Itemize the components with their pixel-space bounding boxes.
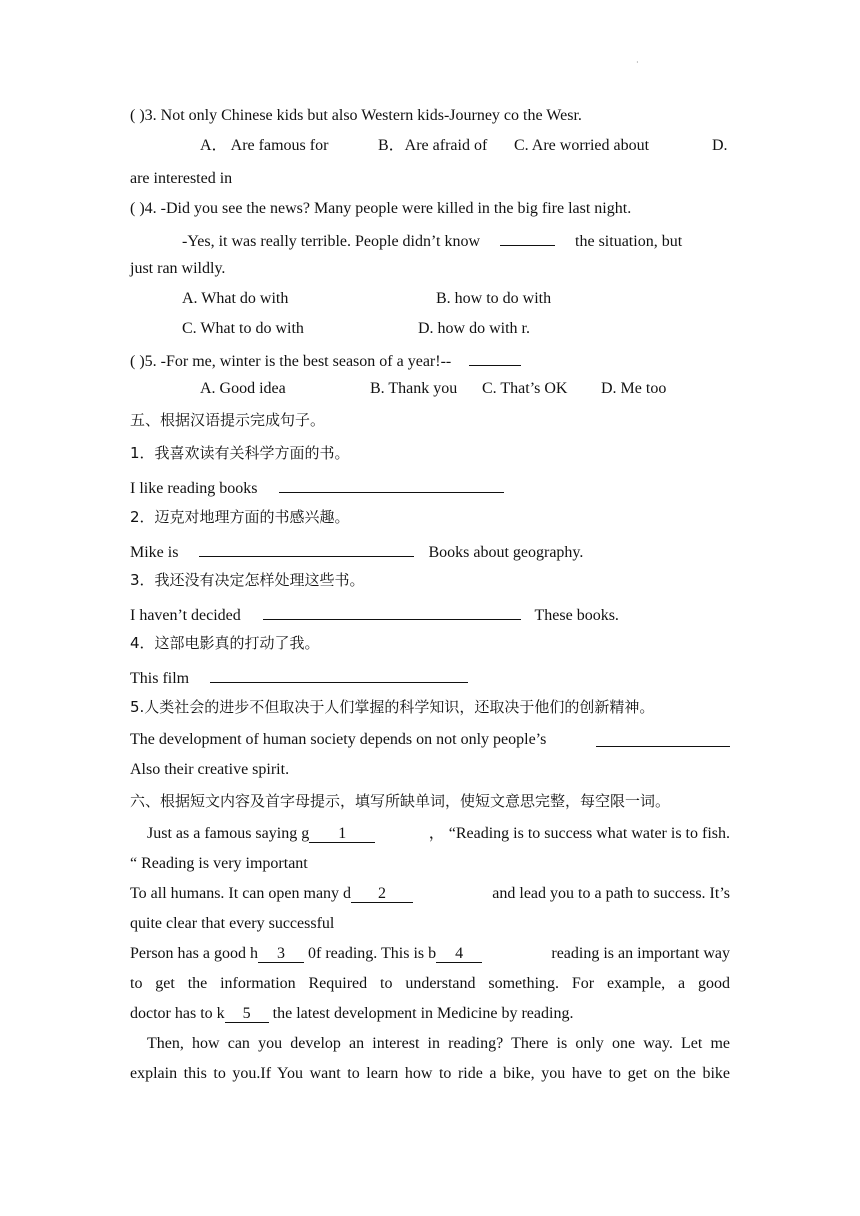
s5-item1-text-a: I like reading books [130, 480, 258, 497]
s6-p1-line6: to get the information Required to understand something. For example, a good [130, 975, 730, 992]
s6-p1-l7-text-b: the latest development in Medicine by reading. [268, 1005, 574, 1022]
s5-item5-text-a: The development of human society depends on not only people’s [130, 731, 547, 748]
q4-option-c: C. What to do with [182, 320, 304, 337]
s5-item3-text-a: I haven’t decided [130, 607, 241, 624]
s5-item3-cn: 3．我还没有决定怎样处理这些书。 [130, 571, 365, 589]
q4-option-d: D. how do with r. [418, 320, 530, 337]
s6-p1-l5-text-a: Person has a good h [130, 945, 258, 962]
s5-item2-cn: 2．迈克对地理方面的书感兴趣。 [130, 508, 350, 526]
q3-option-a: A． Are famous for [200, 137, 329, 154]
q5-answer-blank[interactable] [469, 349, 521, 366]
q3-option-c: C. Are worried about [514, 137, 650, 154]
s5-item4-text-a: This film [130, 670, 190, 687]
s6-p2-line1: Then, how can you develop an interest in reading? There is only one way. Let me [147, 1035, 730, 1052]
q3-option-d: D. [712, 137, 728, 154]
s6-p1-l3-text-b: and lead you to a path to success. It’s [492, 885, 730, 902]
s6-p1-line2: “ Reading is very important [130, 855, 308, 872]
q4-option-a: A. What do with [182, 290, 289, 307]
section5-heading: 五、根据汉语提示完成句子。 [130, 411, 326, 429]
page-dot: · [636, 58, 639, 67]
s5-item2-en [130, 540, 583, 563]
q4-answer-blank[interactable] [500, 229, 555, 246]
q3-continuation: are interested in [130, 170, 233, 187]
s6-blank-1[interactable]: 1 [309, 826, 375, 843]
s5-item5-continuation: Also their creative spirit. [130, 761, 290, 778]
q5-option-a: A. Good idea [200, 380, 286, 397]
s5-item3-text-b: These books. [534, 607, 619, 624]
s5-item4-blank[interactable] [210, 666, 468, 683]
q4-continuation: just ran wildly. [130, 260, 226, 277]
s6-p1-line3 [130, 884, 730, 904]
s6-p1-l5-text-b: 0f reading. This is b [303, 945, 437, 962]
s5-item2-text-b: Books about geography. [428, 544, 584, 561]
s6-p1-l1-text-b: ， “Reading is to success what water is to fish. [428, 825, 730, 842]
s6-p1-line5 [130, 944, 730, 964]
s5-item3-blank[interactable] [263, 603, 521, 620]
s6-p2-line2: explain this to you.If You want to learn how to ride a bike, you have to get on the bike [130, 1065, 730, 1082]
s6-p1-l1-text-a: Just as a famous saying g [147, 825, 310, 842]
s5-item1-blank[interactable] [279, 476, 504, 493]
s5-item5-en [130, 730, 730, 750]
s5-item5-cn: 5.人类社会的进步不但取决于人们掌握的科学知识，还取决于他们的创新精神。 [130, 698, 655, 716]
q5-option-c: C. That’s OK [482, 380, 568, 397]
s6-p1-line4: quite clear that every successful [130, 915, 335, 932]
s5-item2-text-a: Mike is [130, 544, 179, 561]
s6-p1-l7-text-a: doctor has to k [130, 1005, 225, 1022]
q5-stem-text: ( )5. -For me, winter is the best season of a year!-- [130, 353, 452, 370]
s6-blank-5[interactable]: 5 [225, 1006, 269, 1023]
q4-option-b: B. how to do with [436, 290, 552, 307]
section6-heading: 六、根据短文内容及首字母提示，填写所缺单词，使短文意思完整，每空限一词。 [130, 792, 671, 810]
q5-stem [130, 349, 521, 372]
q5-option-d: D. Me too [601, 380, 667, 397]
s5-item1-cn: 1．我喜欢读有关科学方面的书。 [130, 444, 350, 462]
s5-item1-en [130, 476, 504, 499]
s5-item3-en [130, 603, 619, 626]
s5-item4-cn: 4．这部电影真的打动了我。 [130, 634, 320, 652]
q4-reply-text-a: -Yes, it was really terrible. People didn’t know [182, 233, 481, 250]
s6-blank-3[interactable]: 3 [258, 946, 304, 963]
s6-p1-line7 [130, 1004, 573, 1024]
s6-blank-2[interactable]: 2 [351, 886, 413, 903]
q4-stem: ( )4. -Did you see the news? Many people were killed in the big fire last night. [130, 200, 632, 217]
q3-option-b: B．Are afraid of [378, 137, 488, 154]
s5-item2-blank[interactable] [199, 540, 414, 557]
q5-option-b: B. Thank you [370, 380, 458, 397]
s5-item5-blank[interactable] [596, 730, 730, 747]
s5-item4-en [130, 666, 468, 689]
q4-reply [182, 229, 682, 252]
s6-p1-l5-text-c: reading is an important way [551, 945, 730, 962]
s6-p1-l3-text-a: To all humans. It can open many d [130, 885, 352, 902]
s6-blank-4[interactable]: 4 [436, 946, 482, 963]
s6-p1-line1 [147, 824, 730, 844]
q4-reply-text-b: the situation, but [575, 233, 683, 250]
q3-stem: ( )3. Not only Chinese kids but also Western kids-Journey co the Wesr. [130, 107, 582, 124]
